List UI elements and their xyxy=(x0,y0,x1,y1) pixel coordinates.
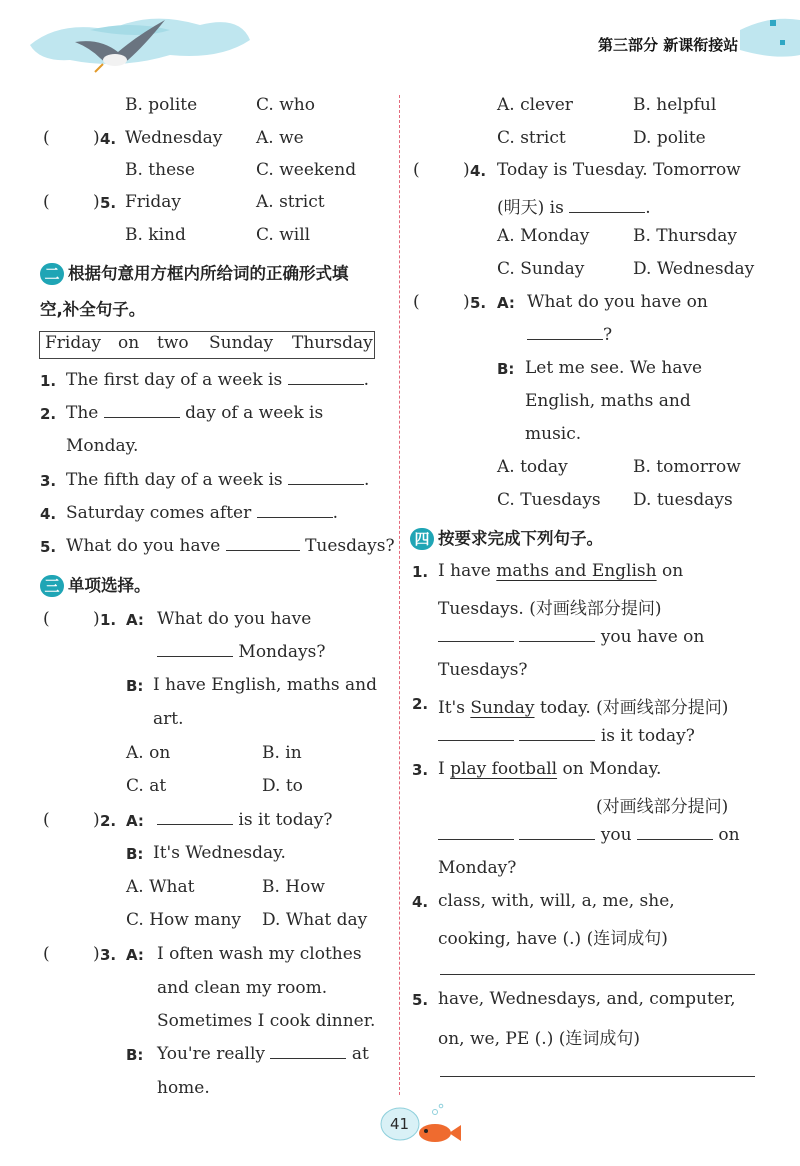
option: D. tuesdays xyxy=(633,490,733,510)
dialogue-text: is it today? xyxy=(238,810,333,830)
sentence: class, with, will, a, me, she, xyxy=(438,891,675,911)
sentence xyxy=(438,759,661,779)
dialogue-line xyxy=(157,642,325,662)
question-end: . xyxy=(645,198,651,218)
section-badge: 三 xyxy=(40,575,64,597)
dialogue-line: and clean my room. xyxy=(157,978,328,998)
sentence-text: The xyxy=(66,403,99,423)
option: B. How xyxy=(262,877,325,897)
dialogue-text: Mondays? xyxy=(238,642,326,662)
section-heading xyxy=(40,572,151,597)
option: B. helpful xyxy=(633,95,717,115)
option: B. in xyxy=(262,743,302,763)
answer-paren: ( xyxy=(43,810,50,830)
option: C. Tuesdays xyxy=(497,490,601,510)
answer-line[interactable] xyxy=(440,1075,755,1077)
answer-paren: ( xyxy=(43,192,50,212)
dialogue-line xyxy=(157,810,332,830)
answer-blank[interactable] xyxy=(527,338,603,340)
dialogue-line: What do you have xyxy=(157,609,312,629)
sentence xyxy=(66,503,338,523)
sentence-text: The fifth day of a week is xyxy=(66,470,283,490)
dialogue-line: I often wash my clothes xyxy=(157,944,362,964)
sentence-text: you have on xyxy=(600,627,705,647)
section-title-cont: 空,补全句子。 xyxy=(40,300,146,319)
answer-paren-close: ) xyxy=(93,128,100,148)
dialogue-line: music. xyxy=(525,424,582,444)
option: B. kind xyxy=(125,225,186,245)
answer-paren-close: ) xyxy=(463,292,470,312)
question-number: 4. xyxy=(412,893,429,911)
option: C. will xyxy=(256,225,311,245)
answer-paren: ( xyxy=(43,609,50,629)
sentence xyxy=(66,370,369,390)
section-title: 按要求完成下列句子。 xyxy=(438,529,603,548)
sentence-text: Tuesdays? xyxy=(305,536,395,556)
dialogue-line: I have English, maths and xyxy=(153,675,377,695)
sentence-text: on xyxy=(662,561,684,581)
sentence-line: Tuesdays? xyxy=(438,660,528,680)
answer-paren: ( xyxy=(43,944,50,964)
sentence-text: day of a week is xyxy=(185,403,324,423)
instruction-note: (对画线部分提问) xyxy=(596,797,729,817)
dialogue-line: English, maths and xyxy=(525,391,691,411)
option: A. clever xyxy=(497,95,573,115)
option: C. Sunday xyxy=(497,259,585,279)
answer-blank[interactable] xyxy=(226,549,300,551)
sentence-end: . xyxy=(332,503,339,523)
question-number: 5. xyxy=(40,538,57,556)
question-number: 5. xyxy=(100,194,117,212)
sentence xyxy=(438,561,683,581)
answer-blank[interactable] xyxy=(438,640,514,642)
question-number: 4. xyxy=(40,505,57,523)
answer-blank[interactable] xyxy=(257,516,333,518)
sentence-text: What do you have xyxy=(66,536,221,556)
sentence xyxy=(438,693,728,718)
sentence-line2: on, we, PE (.) (连词成句) xyxy=(438,1029,640,1049)
sentence-end: . xyxy=(363,370,370,390)
sentence-text: today. (对画线部分提问) xyxy=(539,698,729,718)
answer-line xyxy=(438,627,704,647)
speaker-label: A: xyxy=(497,294,515,312)
answer-blank[interactable] xyxy=(438,838,514,840)
word-box-item: Sunday xyxy=(209,333,274,353)
sentence xyxy=(66,470,369,490)
question-number: 1. xyxy=(412,563,429,581)
sentence-text: you xyxy=(600,825,632,845)
speaker-label: B: xyxy=(126,845,144,863)
dialogue-line: Let me see. We have xyxy=(525,358,703,378)
option: C. strict xyxy=(497,128,566,148)
section-title: 单项选择。 xyxy=(68,576,151,595)
option: B. Thursday xyxy=(633,226,738,246)
section-heading xyxy=(40,260,349,285)
sentence-text: on xyxy=(718,825,740,845)
question-number: 2. xyxy=(40,405,57,423)
option: D. What day xyxy=(262,910,368,930)
underlined-text: maths and English xyxy=(496,561,657,581)
question-word: Wednesday xyxy=(125,128,223,148)
sentence xyxy=(66,403,323,423)
sentence xyxy=(66,536,395,556)
section-badge: 四 xyxy=(410,528,434,550)
answer-blank[interactable] xyxy=(438,739,514,741)
dialogue-line: Sometimes I cook dinner. xyxy=(157,1011,376,1031)
answer-paren-close: ) xyxy=(463,160,470,180)
answer-blank[interactable] xyxy=(519,739,595,741)
section-badge: 二 xyxy=(40,263,64,285)
option: C. How many xyxy=(126,910,242,930)
option: D. Wednesday xyxy=(633,259,755,279)
sentence-text: It's xyxy=(438,698,465,718)
answer-blank[interactable] xyxy=(637,838,713,840)
answer-blank[interactable] xyxy=(288,483,364,485)
speaker-label: B: xyxy=(126,677,144,695)
dialogue-text: at xyxy=(351,1044,369,1064)
word-box-item: on xyxy=(118,333,140,353)
dialogue-text: You're really xyxy=(157,1044,265,1064)
question-line: Today is Tuesday. Tomorrow xyxy=(497,160,741,180)
sentence-text: Saturday comes after xyxy=(66,503,252,523)
answer-blank[interactable] xyxy=(288,383,364,385)
answer-line xyxy=(438,726,695,746)
option: B. polite xyxy=(125,95,198,115)
answer-paren: ( xyxy=(43,128,50,148)
sentence-line2: Monday. xyxy=(66,436,139,456)
sentence-line2: cooking, have (.) (连词成句) xyxy=(438,929,668,949)
speaker-label: B: xyxy=(126,1046,144,1064)
option: A. Monday xyxy=(497,226,590,246)
question-line xyxy=(497,193,651,218)
header-title: 第三部分 新课衔接站 xyxy=(598,36,739,54)
sentence-text: I have xyxy=(438,561,491,581)
page-number: 41 xyxy=(390,1115,410,1133)
sentence-text: The first day of a week is xyxy=(66,370,283,390)
question-word: Friday xyxy=(125,192,181,212)
dialogue-line: It's Wednesday. xyxy=(153,843,286,863)
answer-line xyxy=(438,825,740,845)
question-text: (明天) is xyxy=(497,198,564,218)
sentence-text: on Monday. xyxy=(562,759,662,779)
option: A. today xyxy=(497,457,568,477)
dialogue-line xyxy=(527,325,612,345)
option: D. polite xyxy=(633,128,706,148)
underlined-text: play football xyxy=(450,759,558,779)
speaker-label: B: xyxy=(497,360,515,378)
answer-paren-close: ) xyxy=(93,944,100,964)
question-number: 3. xyxy=(100,946,117,964)
section-title: 根据句意用方框内所给词的正确形式填 xyxy=(68,264,349,283)
question-number: 2. xyxy=(412,695,429,713)
question-number: 2. xyxy=(100,812,117,830)
option: C. weekend xyxy=(256,160,357,180)
answer-paren-close: ) xyxy=(93,609,100,629)
option: C. who xyxy=(256,95,315,115)
speaker-label: A: xyxy=(126,946,144,964)
question-number: 1. xyxy=(40,372,57,390)
option: A. on xyxy=(126,743,171,763)
answer-blank[interactable] xyxy=(157,823,233,825)
answer-paren-close: ) xyxy=(93,810,100,830)
sentence-text: I xyxy=(438,759,445,779)
question-number: 3. xyxy=(40,472,57,490)
fish-icon xyxy=(419,1104,461,1142)
answer-paren: ( xyxy=(413,292,420,312)
speaker-label: A: xyxy=(126,812,144,830)
question-number: 5. xyxy=(412,991,429,1009)
sentence-text: is it today? xyxy=(600,726,695,746)
dialogue-text: ? xyxy=(603,325,613,345)
word-box-item: two xyxy=(157,333,189,353)
answer-blank[interactable] xyxy=(519,640,595,642)
word-box-item: Thursday xyxy=(292,333,373,353)
dialogue-line xyxy=(157,1044,369,1064)
answer-blank[interactable] xyxy=(569,211,645,213)
speaker-label: A: xyxy=(126,611,144,629)
sentence: have, Wednesdays, and, computer, xyxy=(438,989,736,1009)
question-number: 4. xyxy=(470,162,487,180)
question-number: 5. xyxy=(470,294,487,312)
answer-line[interactable] xyxy=(440,973,755,975)
sentence-line2: Tuesdays. (对画线部分提问) xyxy=(438,599,662,619)
option: C. at xyxy=(126,776,167,796)
sentence-end: . xyxy=(364,470,370,490)
sentence-line: Monday? xyxy=(438,858,517,878)
answer-blank[interactable] xyxy=(270,1057,346,1059)
option: A. strict xyxy=(256,192,325,212)
question-number: 4. xyxy=(100,130,117,148)
dialogue-line: What do you have on xyxy=(527,292,708,312)
answer-paren: ( xyxy=(413,160,420,180)
dialogue-line: art. xyxy=(153,709,184,729)
option: B. these xyxy=(125,160,195,180)
page-number-decoration xyxy=(375,1100,465,1150)
option: D. to xyxy=(262,776,303,796)
answer-paren-close: ) xyxy=(93,192,100,212)
section-heading xyxy=(410,525,603,550)
answer-blank[interactable] xyxy=(104,416,180,418)
word-box-item: Friday xyxy=(45,333,101,353)
column-divider xyxy=(399,95,400,1095)
dialogue-line: home. xyxy=(157,1078,210,1098)
answer-blank[interactable] xyxy=(157,655,233,657)
question-number: 1. xyxy=(100,611,117,629)
option: A. we xyxy=(256,128,304,148)
option: B. tomorrow xyxy=(633,457,741,477)
underlined-text: Sunday xyxy=(470,698,535,718)
answer-blank[interactable] xyxy=(519,838,595,840)
question-number: 3. xyxy=(412,761,429,779)
option: A. What xyxy=(126,877,195,897)
